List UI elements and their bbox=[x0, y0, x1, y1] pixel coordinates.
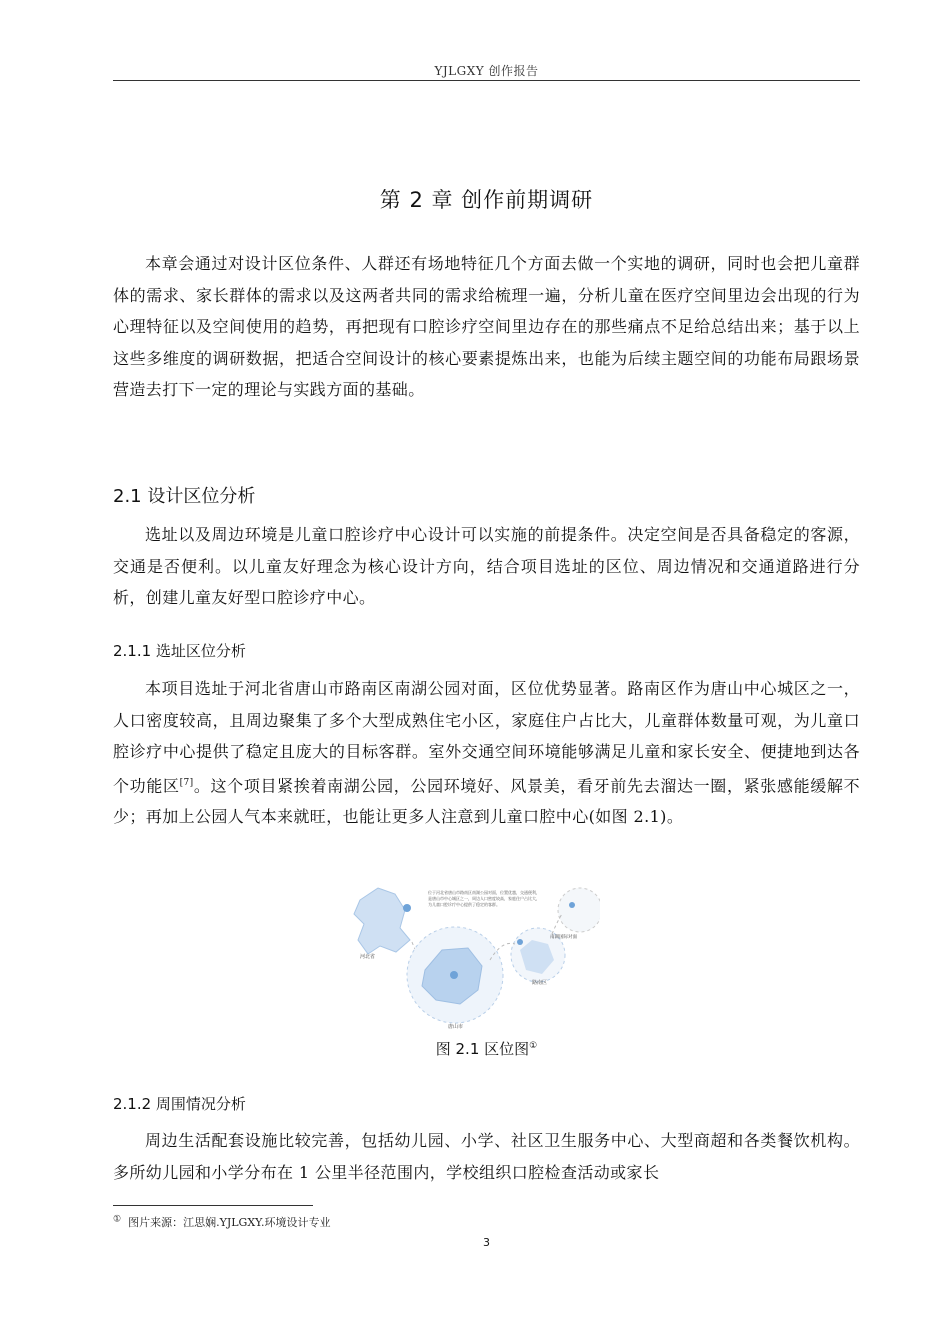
body-text-b: 。这个项目紧挨着南湖公园，公园环境好、风景美，看牙前先去溜达一圈，紧张感能缓解不少；再加上公园人气本来就旺，也能让更多人注意到儿童口腔中心(如图 2.1)。 bbox=[113, 775, 860, 827]
connector-arc-3 bbox=[552, 914, 562, 934]
page-number: 3 bbox=[483, 1236, 490, 1249]
section-2-1-body: 选址以及周边环境是儿童口腔诊疗中心设计可以实施的前提条件。决定空间是否具备稳定的客源，交通是否便利。以儿童友好理念为核心设计方向，结合项目选址的区位、周边情况和交通道路进行分析，创建儿童友好型口腔诊疗中心。 bbox=[113, 525, 860, 607]
header-rule bbox=[113, 80, 860, 81]
chapter-title: 第 2 章 创作前期调研 bbox=[379, 188, 594, 212]
running-header: YJLGXY 创作报告 bbox=[434, 64, 539, 78]
park-pin-icon bbox=[569, 902, 575, 908]
section-2-1-1-heading: 2.1.1 选址区位分析 bbox=[113, 642, 246, 660]
city-label: 唐山市 bbox=[448, 1024, 464, 1030]
province-label: 河北省 bbox=[360, 954, 376, 960]
park-circle bbox=[558, 888, 600, 932]
section-2-1-2-heading: 2.1.2 周围情况分析 bbox=[113, 1095, 246, 1113]
footnote-rule bbox=[113, 1205, 313, 1206]
map-description-text: 位于河北省唐山市路南区南湖公园对面，位置优越，交通便利，是唐山市中心城区之一，周边人口密度较高，家庭住户占比大，为儿童口腔诊疗中心提供了稳定的客群。 bbox=[428, 890, 540, 907]
body-text-a: 本项目选址于河北省唐山市路南区南湖公园对面，区位优势显著。路南区作为唐山中心城区之一，人口密度较高，且周边聚集了多个大型成熟住宅小区，家庭住户占比大，儿童群体数量可观，为儿童口腔诊疗中心提供了稳定且庞大的目标客群。室外交通空间环境能够满足儿童和家长安全、便捷地到达各个功能区 bbox=[113, 679, 860, 795]
figure-caption-footnote-mark: ① bbox=[529, 1041, 538, 1051]
intro-paragraph: 本章会通过对设计区位条件、人群还有场地特征几个方面去做一个实地的调研，同时也会把儿童群体的需求、家长群体的需求以及这两者共同的需求给梳理一遍，分析儿童在医疗空间里边会出现的行为心理特征以及空间使用的趋势，再把现有口腔诊疗空间里边存在的那些痛点不足给总结出来；基于以上这些多维度的调研数据，把适合空间设计的核心要素提炼出来，也能为后续主题空间的功能布局跟场景营造去打下一定的理论与实践方面的基础。 bbox=[113, 254, 860, 399]
citation-ref: [7] bbox=[179, 777, 194, 788]
section-2-1-1-body bbox=[113, 673, 860, 833]
location-map-illustration bbox=[350, 880, 600, 1030]
footnote-mark: ① bbox=[113, 1214, 122, 1225]
district-label: 路南区 bbox=[532, 980, 548, 986]
section-2-1-heading: 2.1 设计区位分析 bbox=[113, 486, 256, 507]
figure-caption-text: 图 2.1 区位图 bbox=[435, 1040, 530, 1058]
figure-caption bbox=[113, 1038, 860, 1059]
park-label: 南湖国际对面 bbox=[550, 935, 577, 940]
footnote-text: 图片来源：江思娴.YJLGXY.环境设计专业 bbox=[128, 1216, 331, 1229]
province-pin-icon bbox=[403, 904, 411, 912]
footnote bbox=[113, 1214, 331, 1230]
location-map-figure bbox=[350, 880, 600, 1030]
section-2-1-2-body: 周边生活配套设施比较完善，包括幼儿园、小学、社区卫生服务中心、大型商超和各类餐饮机构。多所幼儿园和小学分布在 1 公里半径范围内，学校组织口腔检查活动或家长 bbox=[113, 1131, 860, 1182]
city-pin-icon bbox=[450, 971, 458, 979]
province-shape bbox=[354, 888, 410, 954]
